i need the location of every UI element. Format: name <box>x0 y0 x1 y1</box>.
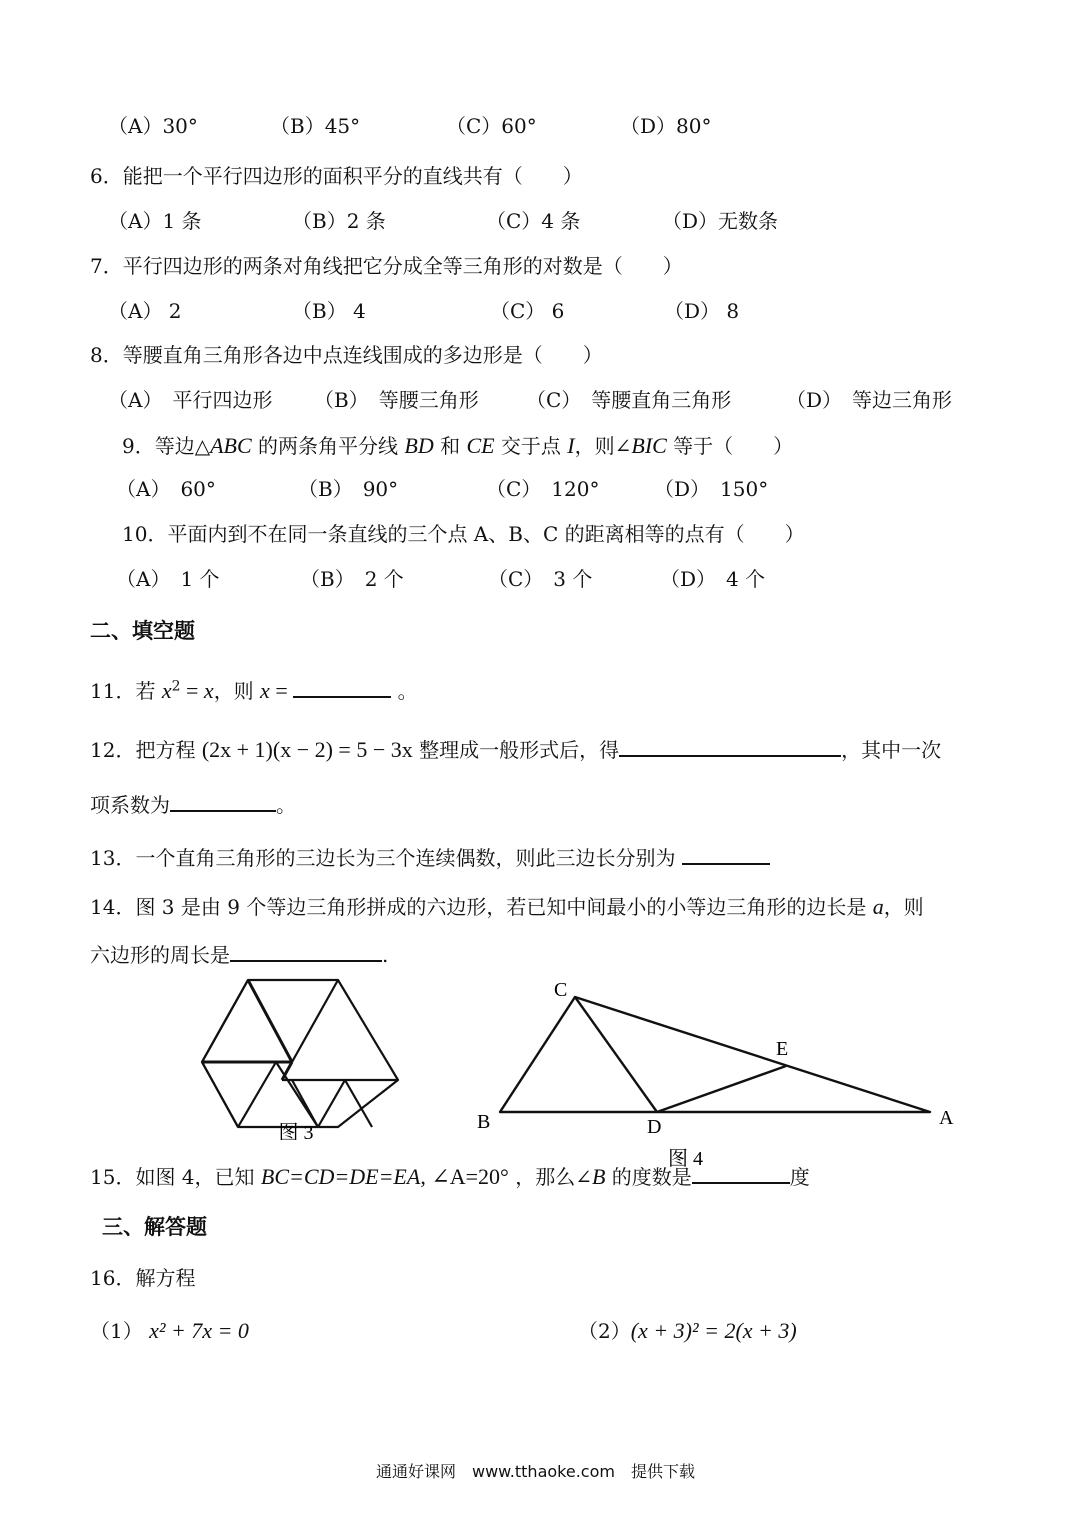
label-e: E <box>776 1038 789 1060</box>
q7-stem: 7．平行四边形的两条对角线把它分成全等三角形的对数是（ ） <box>90 254 683 278</box>
q5-option-d: （D）80° <box>620 114 712 138</box>
q7-option-c: （C） 6 <box>490 299 565 323</box>
q6-option-c: （C）4 条 <box>486 209 581 233</box>
triangle-abc <box>500 997 930 1112</box>
section-heading-solve: 三、解答题 <box>102 1215 207 1239</box>
label-c: C <box>554 979 568 1001</box>
q12-general-form-blank[interactable] <box>619 735 841 757</box>
q10-option-a: （A） 1 个 <box>116 567 220 591</box>
q7-option-b: （B） 4 <box>292 299 366 323</box>
q7-option-d: （D） 8 <box>664 299 740 323</box>
figure-3-hexagon <box>190 970 410 1140</box>
q14-answer-blank[interactable] <box>230 940 382 962</box>
q14-line1: 14．图 3 是由 9 个等边三角形拼成的六边形，若已知中间最小的小等边三角形的边长是 a，则 <box>90 894 924 919</box>
q10-option-c: （C） 3 个 <box>488 567 593 591</box>
q15-answer-blank[interactable] <box>692 1162 790 1184</box>
q10-option-b: （B） 2 个 <box>300 567 404 591</box>
q14-line2: 六边形的周长是 . <box>90 940 388 967</box>
q6-option-d: （D）无数条 <box>662 209 779 233</box>
q9-option-c: （C） 120° <box>486 477 600 501</box>
q9-option-d: （D） 150° <box>654 477 769 501</box>
q8-stem: 8．等腰直角三角形各边中点连线围成的多边形是（ ） <box>90 343 603 367</box>
q6-option-a: （A）1 条 <box>108 209 202 233</box>
q7-option-a: （A） 2 <box>108 299 182 323</box>
q16-part1: （1） x² + 7x = 0 <box>90 1318 249 1343</box>
hexagon-outline <box>202 980 398 1127</box>
q16-stem: 16．解方程 <box>90 1266 196 1290</box>
hex-inner-line <box>202 980 248 1062</box>
segment-cd <box>575 997 657 1112</box>
q6-stem: 6．能把一个平行四边形的面积平分的直线共有（ ） <box>90 164 583 188</box>
hex-inner-line <box>292 980 338 1062</box>
q9-option-a: （A） 60° <box>116 477 216 501</box>
q11: 11．若 $x^2 = x$，则 x = 。 <box>90 678 418 703</box>
q11-answer-blank[interactable] <box>293 676 391 698</box>
q5-option-c: （C）60° <box>446 114 537 138</box>
q10-stem: 10．平面内到不在同一条直线的三个点 A、B、C 的距离相等的点有（ ） <box>122 522 805 546</box>
q12-line2: 项系数为 。 <box>90 790 296 817</box>
label-b: B <box>477 1111 491 1133</box>
q8-option-a: （A） 平行四边形 <box>108 388 273 412</box>
q8-option-b: （B） 等腰三角形 <box>314 388 479 412</box>
q6-option-b: （B）2 条 <box>292 209 386 233</box>
q15: 15．如图 4，已知 BC=CD=DE=EA, ∠A=20° ，那么∠B 的度数是 度 <box>90 1164 810 1189</box>
hex-inner-line <box>292 1080 318 1127</box>
q13-answer-blank[interactable] <box>682 843 770 865</box>
hex-inner-line <box>238 1062 276 1127</box>
q16-part2: （2）(x + 3)² = 2(x + 3) <box>578 1318 797 1343</box>
q12-line1: 12．把方程 (2x + 1)(x − 2) = 5 − 3x 整理成一般形式后，得 ，其中一次 <box>90 737 942 762</box>
q9-stem: 9．等边△ABC 的两条角平分线 BD 和 CE 交于点 I，则∠BIC 等于（ ） <box>122 433 794 458</box>
q5-option-b: （B）45° <box>270 114 361 138</box>
label-d: D <box>647 1116 662 1138</box>
hex-inner-line <box>318 1080 345 1127</box>
figure-4-caption: 图 4 <box>668 1148 703 1170</box>
footer-source: 通通好课网 www.tthaoke.com 提供下载 <box>376 1462 695 1481</box>
q10-option-d: （D） 4 个 <box>660 567 766 591</box>
hex-inner-line <box>248 980 292 1062</box>
figure-4-triangle <box>470 975 970 1170</box>
label-a: A <box>939 1107 954 1129</box>
figure-3-caption: 图 3 <box>278 1122 314 1140</box>
q9-option-b: （B） 90° <box>298 477 399 501</box>
q13: 13．一个直角三角形的三边长为三个连续偶数，则此三边长分别为 <box>90 843 770 870</box>
section-heading-fill-blank: 二、填空题 <box>90 619 195 643</box>
q12-coefficient-blank[interactable] <box>170 790 276 812</box>
q8-option-d: （D） 等边三角形 <box>786 388 953 412</box>
q5-option-a: （A）30° <box>108 114 198 138</box>
segment-de <box>657 1066 786 1112</box>
hex-inner-line <box>202 1062 238 1127</box>
q8-option-c: （C） 等腰直角三角形 <box>526 388 732 412</box>
